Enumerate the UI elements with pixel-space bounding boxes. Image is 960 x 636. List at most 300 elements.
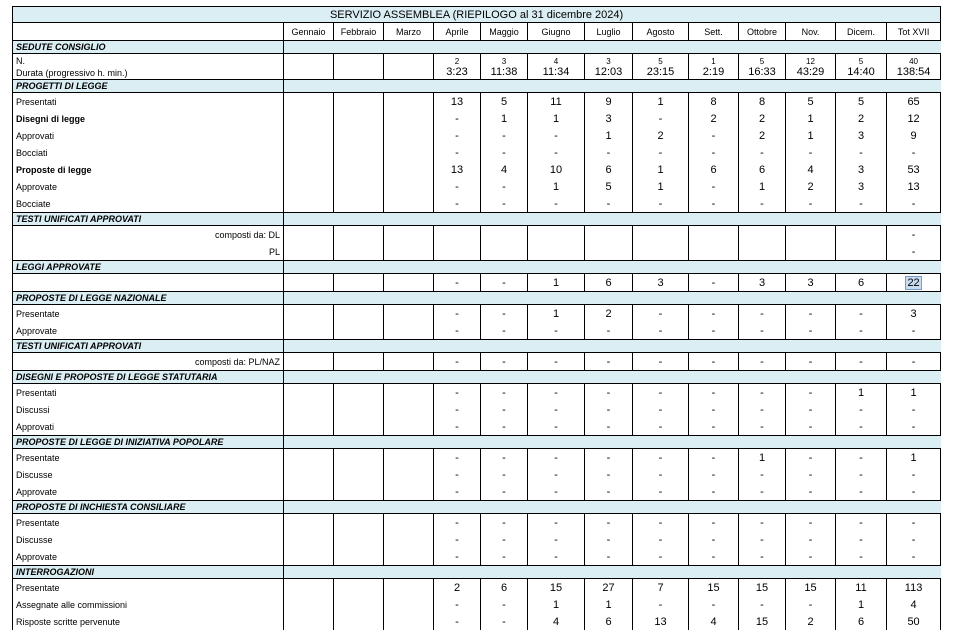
section-cell xyxy=(585,371,633,384)
value-cell xyxy=(836,226,887,244)
value-cell xyxy=(528,226,585,244)
section-header xyxy=(13,501,941,514)
column-header: Agosto xyxy=(633,23,689,41)
section-header xyxy=(13,80,941,93)
section-cell xyxy=(434,340,481,353)
sedute-duration: 3:23 xyxy=(446,65,468,78)
value-cell: 5 xyxy=(585,178,633,195)
value-cell: - xyxy=(836,548,887,566)
value-cell xyxy=(334,93,384,111)
table-row xyxy=(13,384,941,402)
value-cell: 6 xyxy=(585,274,633,292)
section-cell xyxy=(384,371,434,384)
value-cell xyxy=(334,110,384,127)
header-row xyxy=(13,23,941,41)
value-cell xyxy=(334,305,384,323)
value-cell: - xyxy=(633,514,689,532)
value-cell: 6 xyxy=(481,579,528,597)
section-cell xyxy=(334,501,384,514)
value-cell: 11 xyxy=(528,93,585,111)
value-cell: - xyxy=(633,322,689,340)
value-cell: 11 xyxy=(836,579,887,597)
value-cell xyxy=(434,243,481,261)
value-cell: - xyxy=(434,449,481,467)
section-cell xyxy=(384,80,434,93)
section-cell xyxy=(585,436,633,449)
section-cell xyxy=(481,261,528,274)
value-cell xyxy=(284,401,334,418)
value-cell: - xyxy=(481,178,528,195)
value-cell xyxy=(739,226,786,244)
value-cell: - xyxy=(585,449,633,467)
table-row xyxy=(13,483,941,501)
table-row xyxy=(13,353,941,371)
section-cell xyxy=(481,340,528,353)
value-cell xyxy=(633,243,689,261)
value-cell: - xyxy=(887,548,941,566)
value-cell: 13 xyxy=(434,93,481,111)
value-cell xyxy=(585,226,633,244)
row-label: Presentate xyxy=(13,305,284,323)
value-cell xyxy=(384,483,434,501)
section-cell xyxy=(786,261,836,274)
value-cell: - xyxy=(887,195,941,213)
value-cell xyxy=(334,483,384,501)
section-cell xyxy=(528,436,585,449)
value-cell xyxy=(384,243,434,261)
row-label: Assegnate alle commissioni xyxy=(13,596,284,613)
value-cell: 65 xyxy=(887,93,941,111)
value-cell: 9 xyxy=(585,93,633,111)
section-title: PROGETTI DI LEGGE xyxy=(13,80,284,93)
section-cell xyxy=(334,566,384,579)
section-cell xyxy=(334,213,384,226)
spreadsheet xyxy=(12,6,941,630)
section-cell xyxy=(739,41,786,54)
value-cell xyxy=(334,127,384,144)
column-header: Febbraio xyxy=(334,23,384,41)
value-cell: - xyxy=(434,305,481,323)
row-label: Risposte scritte pervenute xyxy=(13,613,284,630)
value-cell: - xyxy=(434,110,481,127)
value-cell xyxy=(284,579,334,597)
column-header: Nov. xyxy=(786,23,836,41)
value-cell xyxy=(284,514,334,532)
value-cell: - xyxy=(481,195,528,213)
table-row xyxy=(13,195,941,213)
row-label: Approvate xyxy=(13,178,284,195)
value-cell: 2 xyxy=(836,110,887,127)
value-cell: 7 xyxy=(633,579,689,597)
section-cell xyxy=(887,41,941,54)
row-label xyxy=(13,54,284,80)
section-cell xyxy=(786,340,836,353)
value-cell: 2 xyxy=(434,579,481,597)
section-title: LEGGI APPROVATE xyxy=(13,261,284,274)
sedute-duration: 11:34 xyxy=(542,65,570,78)
row-label: Presentate xyxy=(13,514,284,532)
value-cell: - xyxy=(528,401,585,418)
value-cell: 3 xyxy=(836,161,887,178)
value-cell: - xyxy=(739,466,786,483)
section-cell xyxy=(434,566,481,579)
value-cell: - xyxy=(689,322,739,340)
value-cell: - xyxy=(739,305,786,323)
value-cell xyxy=(384,178,434,195)
section-cell xyxy=(739,566,786,579)
value-cell: - xyxy=(585,401,633,418)
value-cell xyxy=(284,226,334,244)
table-row xyxy=(13,144,941,161)
value-cell xyxy=(334,243,384,261)
value-cell: - xyxy=(689,401,739,418)
value-cell xyxy=(334,466,384,483)
value-cell: - xyxy=(689,483,739,501)
section-cell xyxy=(284,371,334,384)
value-cell xyxy=(284,322,334,340)
section-cell xyxy=(836,80,887,93)
value-cell: 1 xyxy=(836,384,887,402)
value-cell xyxy=(384,596,434,613)
section-header xyxy=(13,41,941,54)
section-cell xyxy=(585,501,633,514)
value-cell: - xyxy=(585,322,633,340)
value-cell: - xyxy=(633,110,689,127)
value-cell: - xyxy=(786,466,836,483)
value-cell: 1 xyxy=(836,596,887,613)
value-cell: - xyxy=(739,483,786,501)
table-row xyxy=(13,514,941,532)
section-cell xyxy=(481,292,528,305)
section-cell xyxy=(633,261,689,274)
value-cell: - xyxy=(481,401,528,418)
row-label: Presentate xyxy=(13,449,284,467)
value-cell: - xyxy=(434,596,481,613)
value-cell: 15 xyxy=(786,579,836,597)
section-cell xyxy=(786,501,836,514)
value-cell: 3 xyxy=(633,274,689,292)
section-cell xyxy=(284,566,334,579)
value-cell: - xyxy=(689,418,739,436)
section-cell xyxy=(887,80,941,93)
section-cell xyxy=(334,292,384,305)
row-label-durata: Durata (progressivo h. min.) xyxy=(16,68,128,78)
section-cell xyxy=(836,501,887,514)
value-cell: 1 xyxy=(739,449,786,467)
value-cell: - xyxy=(434,274,481,292)
value-cell xyxy=(384,548,434,566)
value-cell: 15 xyxy=(528,579,585,597)
value-cell: 3 xyxy=(585,110,633,127)
section-cell xyxy=(633,566,689,579)
value-cell: - xyxy=(633,353,689,371)
section-cell xyxy=(887,371,941,384)
value-cell: - xyxy=(739,596,786,613)
section-cell xyxy=(481,371,528,384)
row-label: Approvate xyxy=(13,483,284,501)
value-cell: 1 xyxy=(633,161,689,178)
value-cell: - xyxy=(739,144,786,161)
section-header xyxy=(13,566,941,579)
value-cell: - xyxy=(434,384,481,402)
value-cell: - xyxy=(689,144,739,161)
header-blank xyxy=(13,23,284,41)
table-row xyxy=(13,466,941,483)
sedute-duration: 2:19 xyxy=(702,65,725,78)
value-cell: 13 xyxy=(434,161,481,178)
value-cell: - xyxy=(633,305,689,323)
row-label: Presentate xyxy=(13,579,284,597)
section-cell xyxy=(689,292,739,305)
value-cell: 10 xyxy=(528,161,585,178)
section-cell xyxy=(739,371,786,384)
row-label: Proposte di legge xyxy=(13,161,284,178)
section-cell xyxy=(384,566,434,579)
value-cell: 6 xyxy=(739,161,786,178)
value-cell: - xyxy=(739,514,786,532)
section-cell xyxy=(689,566,739,579)
value-cell: - xyxy=(786,531,836,548)
value-cell xyxy=(384,195,434,213)
section-cell xyxy=(836,371,887,384)
table-row xyxy=(13,161,941,178)
selected-value[interactable]: 22 xyxy=(907,276,920,289)
value-cell: - xyxy=(585,466,633,483)
value-cell: - xyxy=(633,384,689,402)
value-cell: - xyxy=(481,274,528,292)
section-cell xyxy=(739,501,786,514)
value-cell xyxy=(334,418,384,436)
section-cell xyxy=(633,436,689,449)
section-cell xyxy=(633,501,689,514)
table-row xyxy=(13,93,941,111)
value-cell: 5 xyxy=(786,93,836,111)
section-cell xyxy=(334,80,384,93)
value-cell xyxy=(334,322,384,340)
row-label: PL xyxy=(13,243,284,261)
value-cell: 2 xyxy=(739,110,786,127)
value-cell: - xyxy=(786,353,836,371)
value-cell xyxy=(481,243,528,261)
value-cell: - xyxy=(481,353,528,371)
value-cell xyxy=(384,226,434,244)
column-header: Marzo xyxy=(384,23,434,41)
value-cell: - xyxy=(528,384,585,402)
value-cell: - xyxy=(739,531,786,548)
row-label: Bocciate xyxy=(13,195,284,213)
value-cell: - xyxy=(481,449,528,467)
value-cell: - xyxy=(528,449,585,467)
sedute-duration: 12:03 xyxy=(594,65,623,78)
sedute-duration: 43:29 xyxy=(796,65,825,78)
value-cell xyxy=(384,54,434,80)
section-cell xyxy=(384,340,434,353)
value-cell: - xyxy=(786,322,836,340)
value-cell: - xyxy=(739,418,786,436)
section-cell xyxy=(284,340,334,353)
value-cell: 13 xyxy=(887,178,941,195)
value-cell xyxy=(481,226,528,244)
section-cell xyxy=(887,436,941,449)
value-cell: 15 xyxy=(689,579,739,597)
section-header xyxy=(13,371,941,384)
value-cell xyxy=(528,54,585,80)
value-cell: - xyxy=(528,353,585,371)
value-cell: - xyxy=(481,418,528,436)
value-cell xyxy=(384,127,434,144)
value-cell xyxy=(689,243,739,261)
value-cell: - xyxy=(887,418,941,436)
section-cell xyxy=(434,80,481,93)
value-cell: 8 xyxy=(689,93,739,111)
section-cell xyxy=(528,566,585,579)
table-row xyxy=(13,401,941,418)
value-cell: - xyxy=(739,195,786,213)
section-cell xyxy=(334,436,384,449)
section-cell xyxy=(585,340,633,353)
section-cell xyxy=(434,261,481,274)
value-cell: 6 xyxy=(585,613,633,630)
section-cell xyxy=(284,436,334,449)
value-cell: - xyxy=(887,483,941,501)
value-cell xyxy=(739,54,786,80)
value-cell: - xyxy=(887,514,941,532)
sedute-count: 5 xyxy=(759,56,765,66)
section-cell xyxy=(836,41,887,54)
value-cell: - xyxy=(434,483,481,501)
value-cell: - xyxy=(481,466,528,483)
value-cell xyxy=(334,613,384,630)
value-cell xyxy=(384,305,434,323)
section-cell xyxy=(689,213,739,226)
value-cell: - xyxy=(887,401,941,418)
row-label: composti da: PL/NAZ xyxy=(13,353,284,371)
section-cell xyxy=(481,213,528,226)
value-cell xyxy=(334,161,384,178)
section-cell xyxy=(481,80,528,93)
value-cell: 1 xyxy=(528,110,585,127)
section-cell xyxy=(528,371,585,384)
value-cell xyxy=(786,54,836,80)
section-cell xyxy=(633,340,689,353)
row-label xyxy=(13,274,284,292)
value-cell xyxy=(434,54,481,80)
table-row xyxy=(13,531,941,548)
sedute-duration: 138:54 xyxy=(896,65,931,78)
value-cell: 1 xyxy=(633,93,689,111)
sedute-count: 2 xyxy=(454,56,460,66)
value-cell xyxy=(384,353,434,371)
section-cell xyxy=(434,213,481,226)
value-cell: - xyxy=(689,127,739,144)
section-header xyxy=(13,261,941,274)
value-cell: - xyxy=(739,384,786,402)
value-cell: - xyxy=(585,514,633,532)
value-cell: 1 xyxy=(528,178,585,195)
section-cell xyxy=(786,41,836,54)
value-cell: - xyxy=(836,466,887,483)
section-cell xyxy=(836,340,887,353)
column-header: Aprile xyxy=(434,23,481,41)
value-cell xyxy=(786,226,836,244)
value-cell xyxy=(284,305,334,323)
value-cell xyxy=(384,93,434,111)
value-cell: - xyxy=(633,449,689,467)
value-cell: - xyxy=(434,613,481,630)
value-cell: - xyxy=(689,195,739,213)
section-cell xyxy=(689,501,739,514)
row-label: Presentati xyxy=(13,93,284,111)
table-row xyxy=(13,54,941,80)
value-cell: 3 xyxy=(786,274,836,292)
value-cell: - xyxy=(786,305,836,323)
row-label: Approvate xyxy=(13,548,284,566)
value-cell: 53 xyxy=(887,161,941,178)
section-cell xyxy=(528,292,585,305)
table-row xyxy=(13,322,941,340)
value-cell: - xyxy=(481,548,528,566)
value-cell: - xyxy=(481,483,528,501)
section-cell xyxy=(334,340,384,353)
value-cell xyxy=(633,54,689,80)
section-cell xyxy=(786,371,836,384)
value-cell: - xyxy=(836,418,887,436)
value-cell xyxy=(284,161,334,178)
section-title: PROPOSTE DI LEGGE NAZIONALE xyxy=(13,292,284,305)
value-cell xyxy=(384,466,434,483)
value-cell xyxy=(284,110,334,127)
value-cell xyxy=(284,274,334,292)
value-cell: - xyxy=(689,305,739,323)
section-cell xyxy=(633,371,689,384)
value-cell: 3 xyxy=(836,178,887,195)
sedute-count: 4 xyxy=(553,56,559,66)
column-header: Tot XVII xyxy=(887,23,941,41)
value-cell: 1 xyxy=(739,178,786,195)
section-cell xyxy=(633,80,689,93)
value-cell: - xyxy=(633,483,689,501)
value-cell xyxy=(384,274,434,292)
value-cell: - xyxy=(633,401,689,418)
value-cell: - xyxy=(786,449,836,467)
section-cell xyxy=(585,566,633,579)
value-cell xyxy=(384,384,434,402)
value-cell xyxy=(384,322,434,340)
section-cell xyxy=(384,436,434,449)
value-cell xyxy=(434,226,481,244)
value-cell: - xyxy=(786,483,836,501)
section-cell xyxy=(786,436,836,449)
value-cell xyxy=(334,401,384,418)
row-label: Approvate xyxy=(13,322,284,340)
value-cell: - xyxy=(585,353,633,371)
sedute-count: 1 xyxy=(711,56,716,66)
section-cell xyxy=(786,292,836,305)
value-cell: - xyxy=(434,353,481,371)
section-cell xyxy=(384,213,434,226)
value-cell: 3 xyxy=(887,305,941,323)
value-cell: - xyxy=(786,514,836,532)
section-cell xyxy=(434,292,481,305)
value-cell: 4 xyxy=(689,613,739,630)
value-cell: 5 xyxy=(481,93,528,111)
value-cell: - xyxy=(689,449,739,467)
value-cell: - xyxy=(528,418,585,436)
value-cell xyxy=(334,144,384,161)
value-cell: - xyxy=(786,596,836,613)
section-cell xyxy=(334,261,384,274)
section-cell xyxy=(836,436,887,449)
